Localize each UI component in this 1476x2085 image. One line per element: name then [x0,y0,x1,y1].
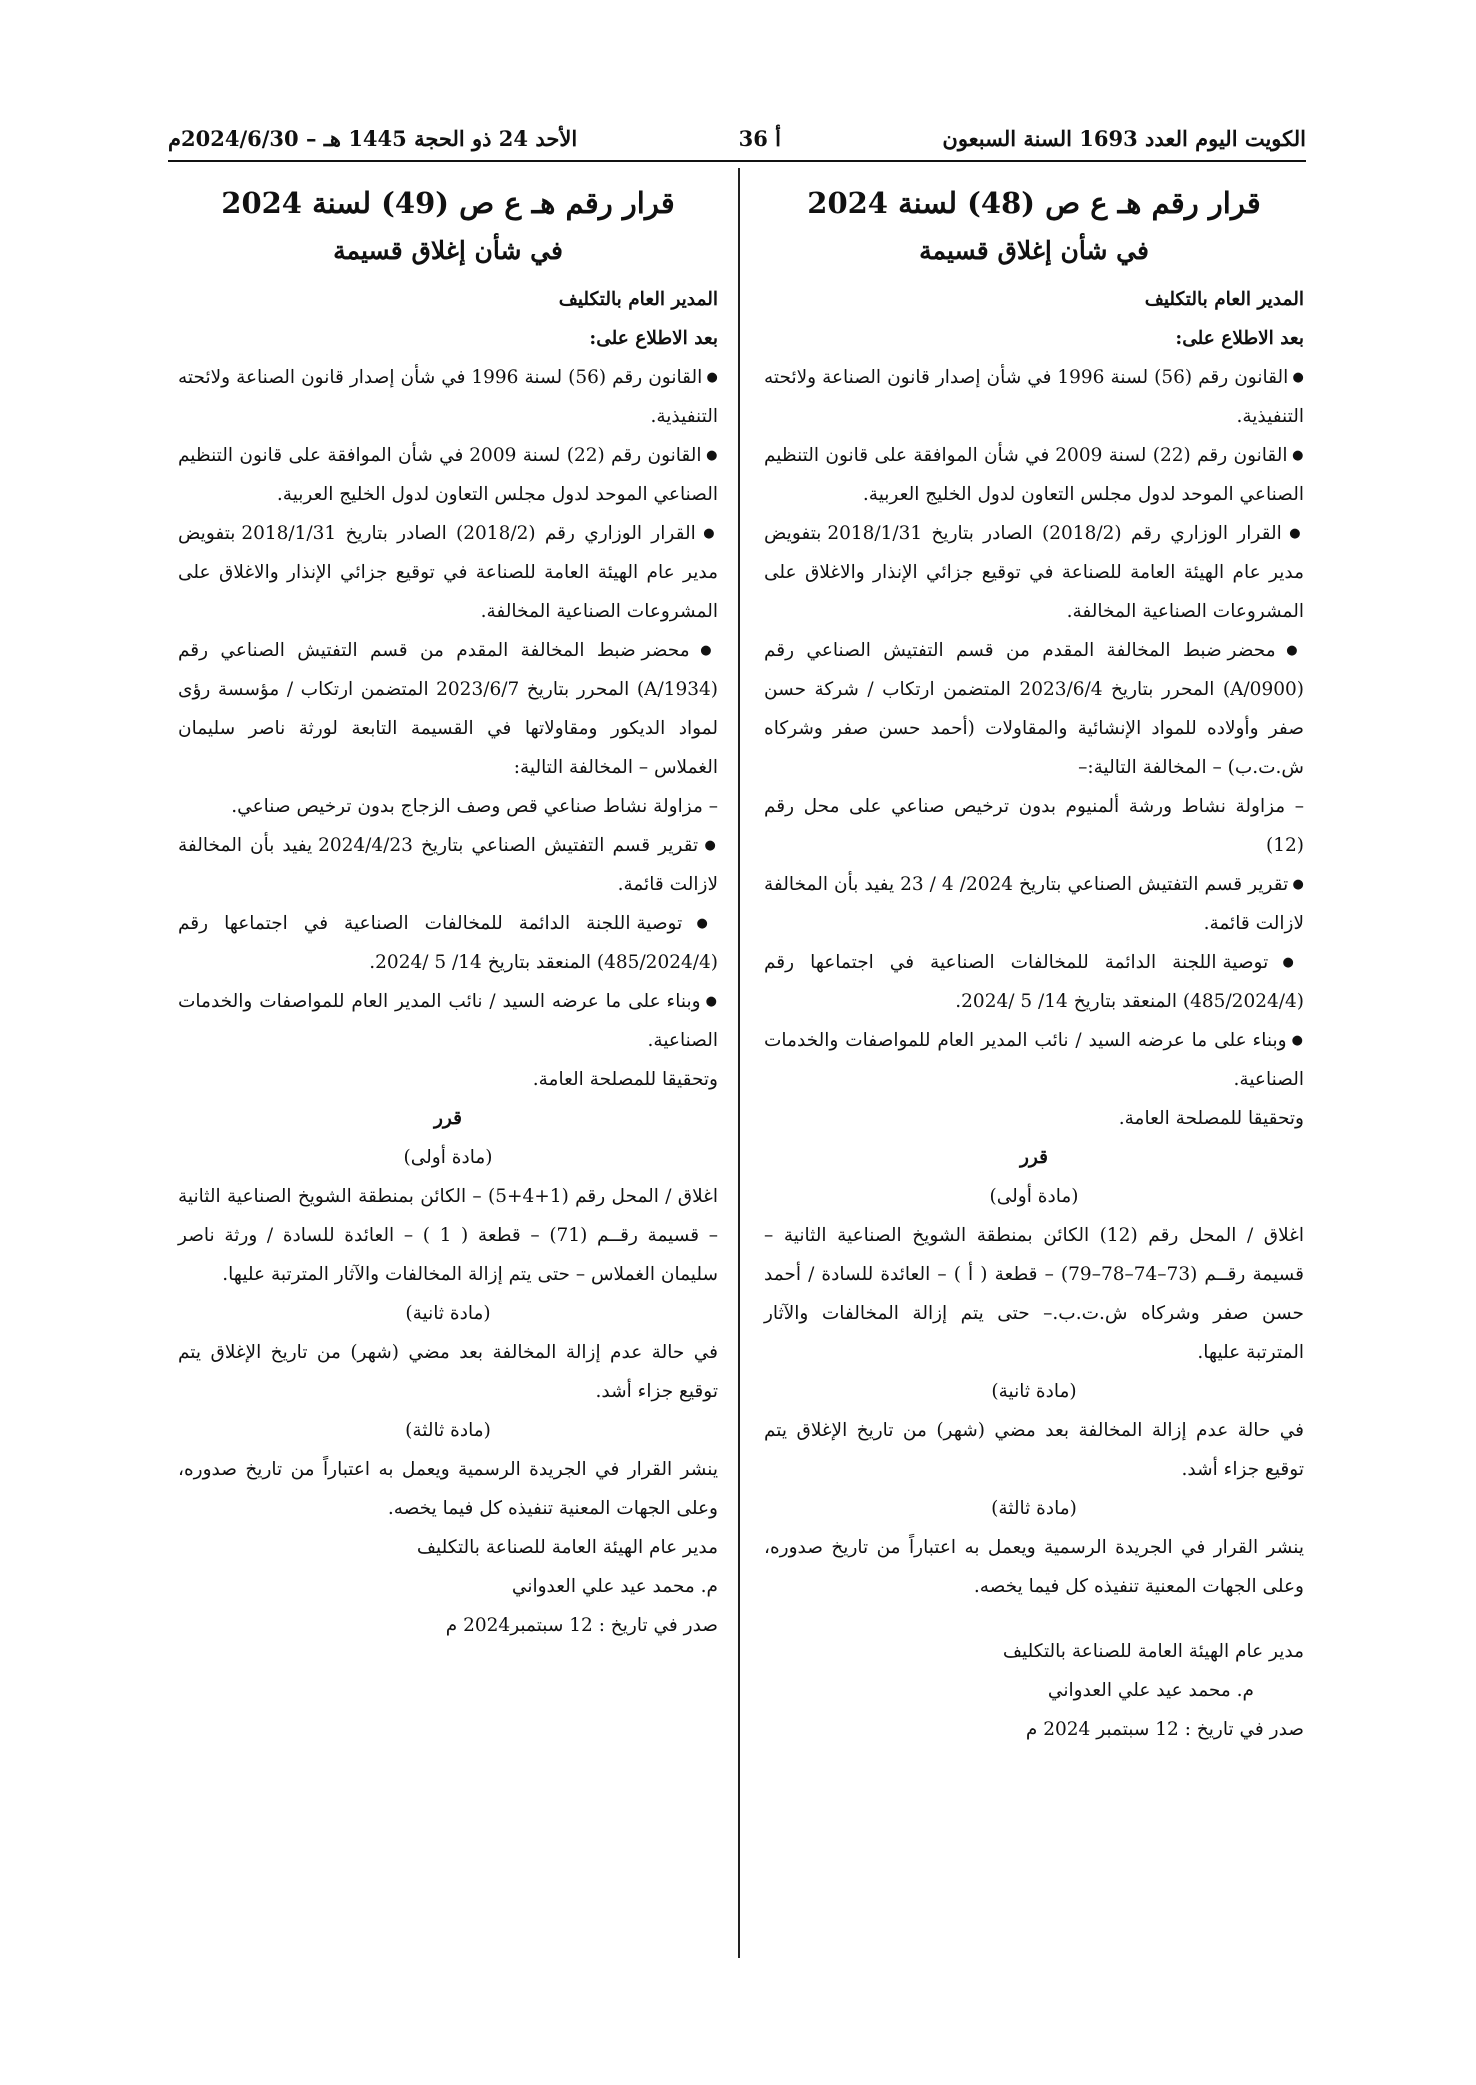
article-title: (مادة ثانية) [991,1381,1077,1402]
decision-48 [764,178,1304,1749]
column-divider [738,168,740,1958]
recital: ● تقرير قسم التفتيش الصناعي بتاريخ 2024/ 4 / 23 يفيد بأن المخالفة لازالت قائمة. [764,865,1304,943]
recital: ● القانون رقم (22) لسنة 2009 في شأن الموافقة على قانون التنظيم الصناعي الموحد لدول مجلس التعاون لدول الخليج العربية. [764,436,1304,514]
page-header [168,118,1306,158]
article-body: في حالة عدم إزالة المخالفة بعد مضي (شهر) من تاريخ الإغلاق يتم توقيع جزاء أشد. [764,1420,1304,1480]
article-body: ينشر القرار في الجريدة الرسمية ويعمل به اعتباراً من تاريخ صدوره، وعلى الجهات المعنية تنفيذه كل فيما يخصه. [178,1459,718,1519]
public-interest: وتحقيقا للمصلحة العامة. [1118,1108,1304,1129]
decided-heading: قرر [1020,1147,1048,1168]
recital: ● توصية اللجنة الدائمة للمخالفات الصناعية في اجتماعها رقم (485/2024/4) المنعقد بتاريخ 14/ 5 /2024. [178,904,718,982]
issue-date: صدر في تاريخ : 12 سبتمبر2024 م [445,1615,718,1636]
decision-title: قرار رقم هـ ع ص (48) لسنة 2024 [807,186,1261,220]
article-body: اغلاق / المحل رقم (1+4+5) – الكائن بمنطقة الشويخ الصناعية الثانية – قسيمة رقــم (71) – قطعة ( 1 ) – العائدة للسادة / ورثة ناصر سليمان الغملاس – حتى يتم إزالة المخالفات والآثار المترتبة عليها. [178,1186,718,1285]
article-title: (مادة ثانية) [405,1303,491,1324]
intro: بعد الاطلاع على: [589,328,718,349]
recital: ● تقرير قسم التفتيش الصناعي بتاريخ 2024/4/23 يفيد بأن المخالفة لازالت قائمة. [178,826,718,904]
recital: ● القرار الوزاري رقم (2018/2) الصادر بتاريخ 2018/1/31 بتفويض مدير عام الهيئة العامة للصناعة في توقيع جزائي الإنذار والاغلاق على المشروعات الصناعية المخالفة. [764,514,1304,631]
recital: ● محضر ضبط المخالفة المقدم من قسم التفتيش الصناعي رقم (A/1934) المحرر بتاريخ 2023/6/7 المتضمن ارتكاب / مؤسسة رؤى لمواد الديكور ومقاولاتها في القسيمة التابعة لورثة ناصر سليمان الغملاس – المخالفة التالية: [178,631,718,787]
issuer: المدير العام بالتكليف [558,289,718,310]
article-title: (مادة أولى) [989,1186,1079,1207]
article-title: (مادة أولى) [403,1147,493,1168]
header-divider [168,160,1306,162]
recital: ● القانون رقم (56) لسنة 1996 في شأن إصدار قانون الصناعة ولائحته التنفيذية. [178,358,718,436]
issue-date: صدر في تاريخ : 12 سبتمبر 2024 م [1025,1719,1304,1740]
intro: بعد الاطلاع على: [1175,328,1304,349]
decided-heading: قرر [434,1108,462,1129]
recital: ● وبناء على ما عرضه السيد / نائب المدير العام للمواصفات والخدمات الصناعية. [764,1021,1304,1099]
signatory-name: م. محمد عيد علي العدواني [511,1576,718,1597]
article-body: في حالة عدم إزالة المخالفة بعد مضي (شهر) من تاريخ الإغلاق يتم توقيع جزاء أشد. [178,1342,718,1402]
recital: ● القانون رقم (22) لسنة 2009 في شأن الموافقة على قانون التنظيم الصناعي الموحد لدول مجلس التعاون لدول الخليج العربية. [178,436,718,514]
article-title: (مادة ثالثة) [991,1498,1077,1519]
decision-title: قرار رقم هـ ع ص (49) لسنة 2024 [221,186,675,220]
article-body: اغلاق / المحل رقم (12) الكائن بمنطقة الشويخ الصناعية الثانية – قسيمة رقــم (73–74–78–79) – قطعة ( أ ) – العائدة للسادة / أحمد حسن صفر وشركاه ش.ت.ب.– حتى يتم إزالة المخالفات والآثار المترتبة عليها. [764,1225,1304,1363]
recital: ● القانون رقم (56) لسنة 1996 في شأن إصدار قانون الصناعة ولائحته التنفيذية. [764,358,1304,436]
issuer: المدير العام بالتكليف [1144,289,1304,310]
signatory-name: م. محمد عيد علي العدواني [1047,1680,1254,1701]
decision-subtitle: في شأن إغلاق قسيمة [919,236,1149,265]
violation: – مزاولة نشاط صناعي قص وصف الزجاج بدون ترخيص صناعي. [231,796,718,817]
article-body: ينشر القرار في الجريدة الرسمية ويعمل به اعتباراً من تاريخ صدوره، وعلى الجهات المعنية تنفيذه كل فيما يخصه. [764,1537,1304,1597]
header-date: الأحد 24 ذو الحجة 1445 هـ – 2024/6/30م [168,125,578,151]
decision-subtitle: في شأن إغلاق قسيمة [333,236,563,265]
header-page-number: أ 36 [738,125,781,151]
article-title: (مادة ثالثة) [405,1420,491,1441]
recital: ● محضر ضبط المخالفة المقدم من قسم التفتيش الصناعي رقم (A/0900) المحرر بتاريخ 2023/6/4 المتضمن ارتكاب / شركة حسن صفر وأولاده للمواد الإنشائية والمقاولات (أحمد حسن صفر وشركاه ش.ت.ب) – المخالفة التالية:– [764,631,1304,787]
recital: ● وبناء على ما عرضه السيد / نائب المدير العام للمواصفات والخدمات الصناعية. [178,982,718,1060]
decision-49 [178,178,718,1645]
signatory-title: مدير عام الهيئة العامة للصناعة بالتكليف [416,1537,718,1558]
recital: ● القرار الوزاري رقم (2018/2) الصادر بتاريخ 2018/1/31 بتفويض مدير عام الهيئة العامة للصناعة في توقيع جزائي الإنذار والاغلاق على المشروعات الصناعية المخالفة. [178,514,718,631]
public-interest: وتحقيقا للمصلحة العامة. [532,1069,718,1090]
signatory-title: مدير عام الهيئة العامة للصناعة بالتكليف [1002,1641,1304,1662]
recital: ● توصية اللجنة الدائمة للمخالفات الصناعية في اجتماعها رقم (485/2024/4) المنعقد بتاريخ 14/ 5 /2024. [764,943,1304,1021]
violation: – مزاولة نشاط ورشة ألمنيوم بدون ترخيص صناعي على محل رقم (12) [764,796,1304,856]
header-issue: الكويت اليوم العدد 1693 السنة السبعون [942,125,1306,151]
